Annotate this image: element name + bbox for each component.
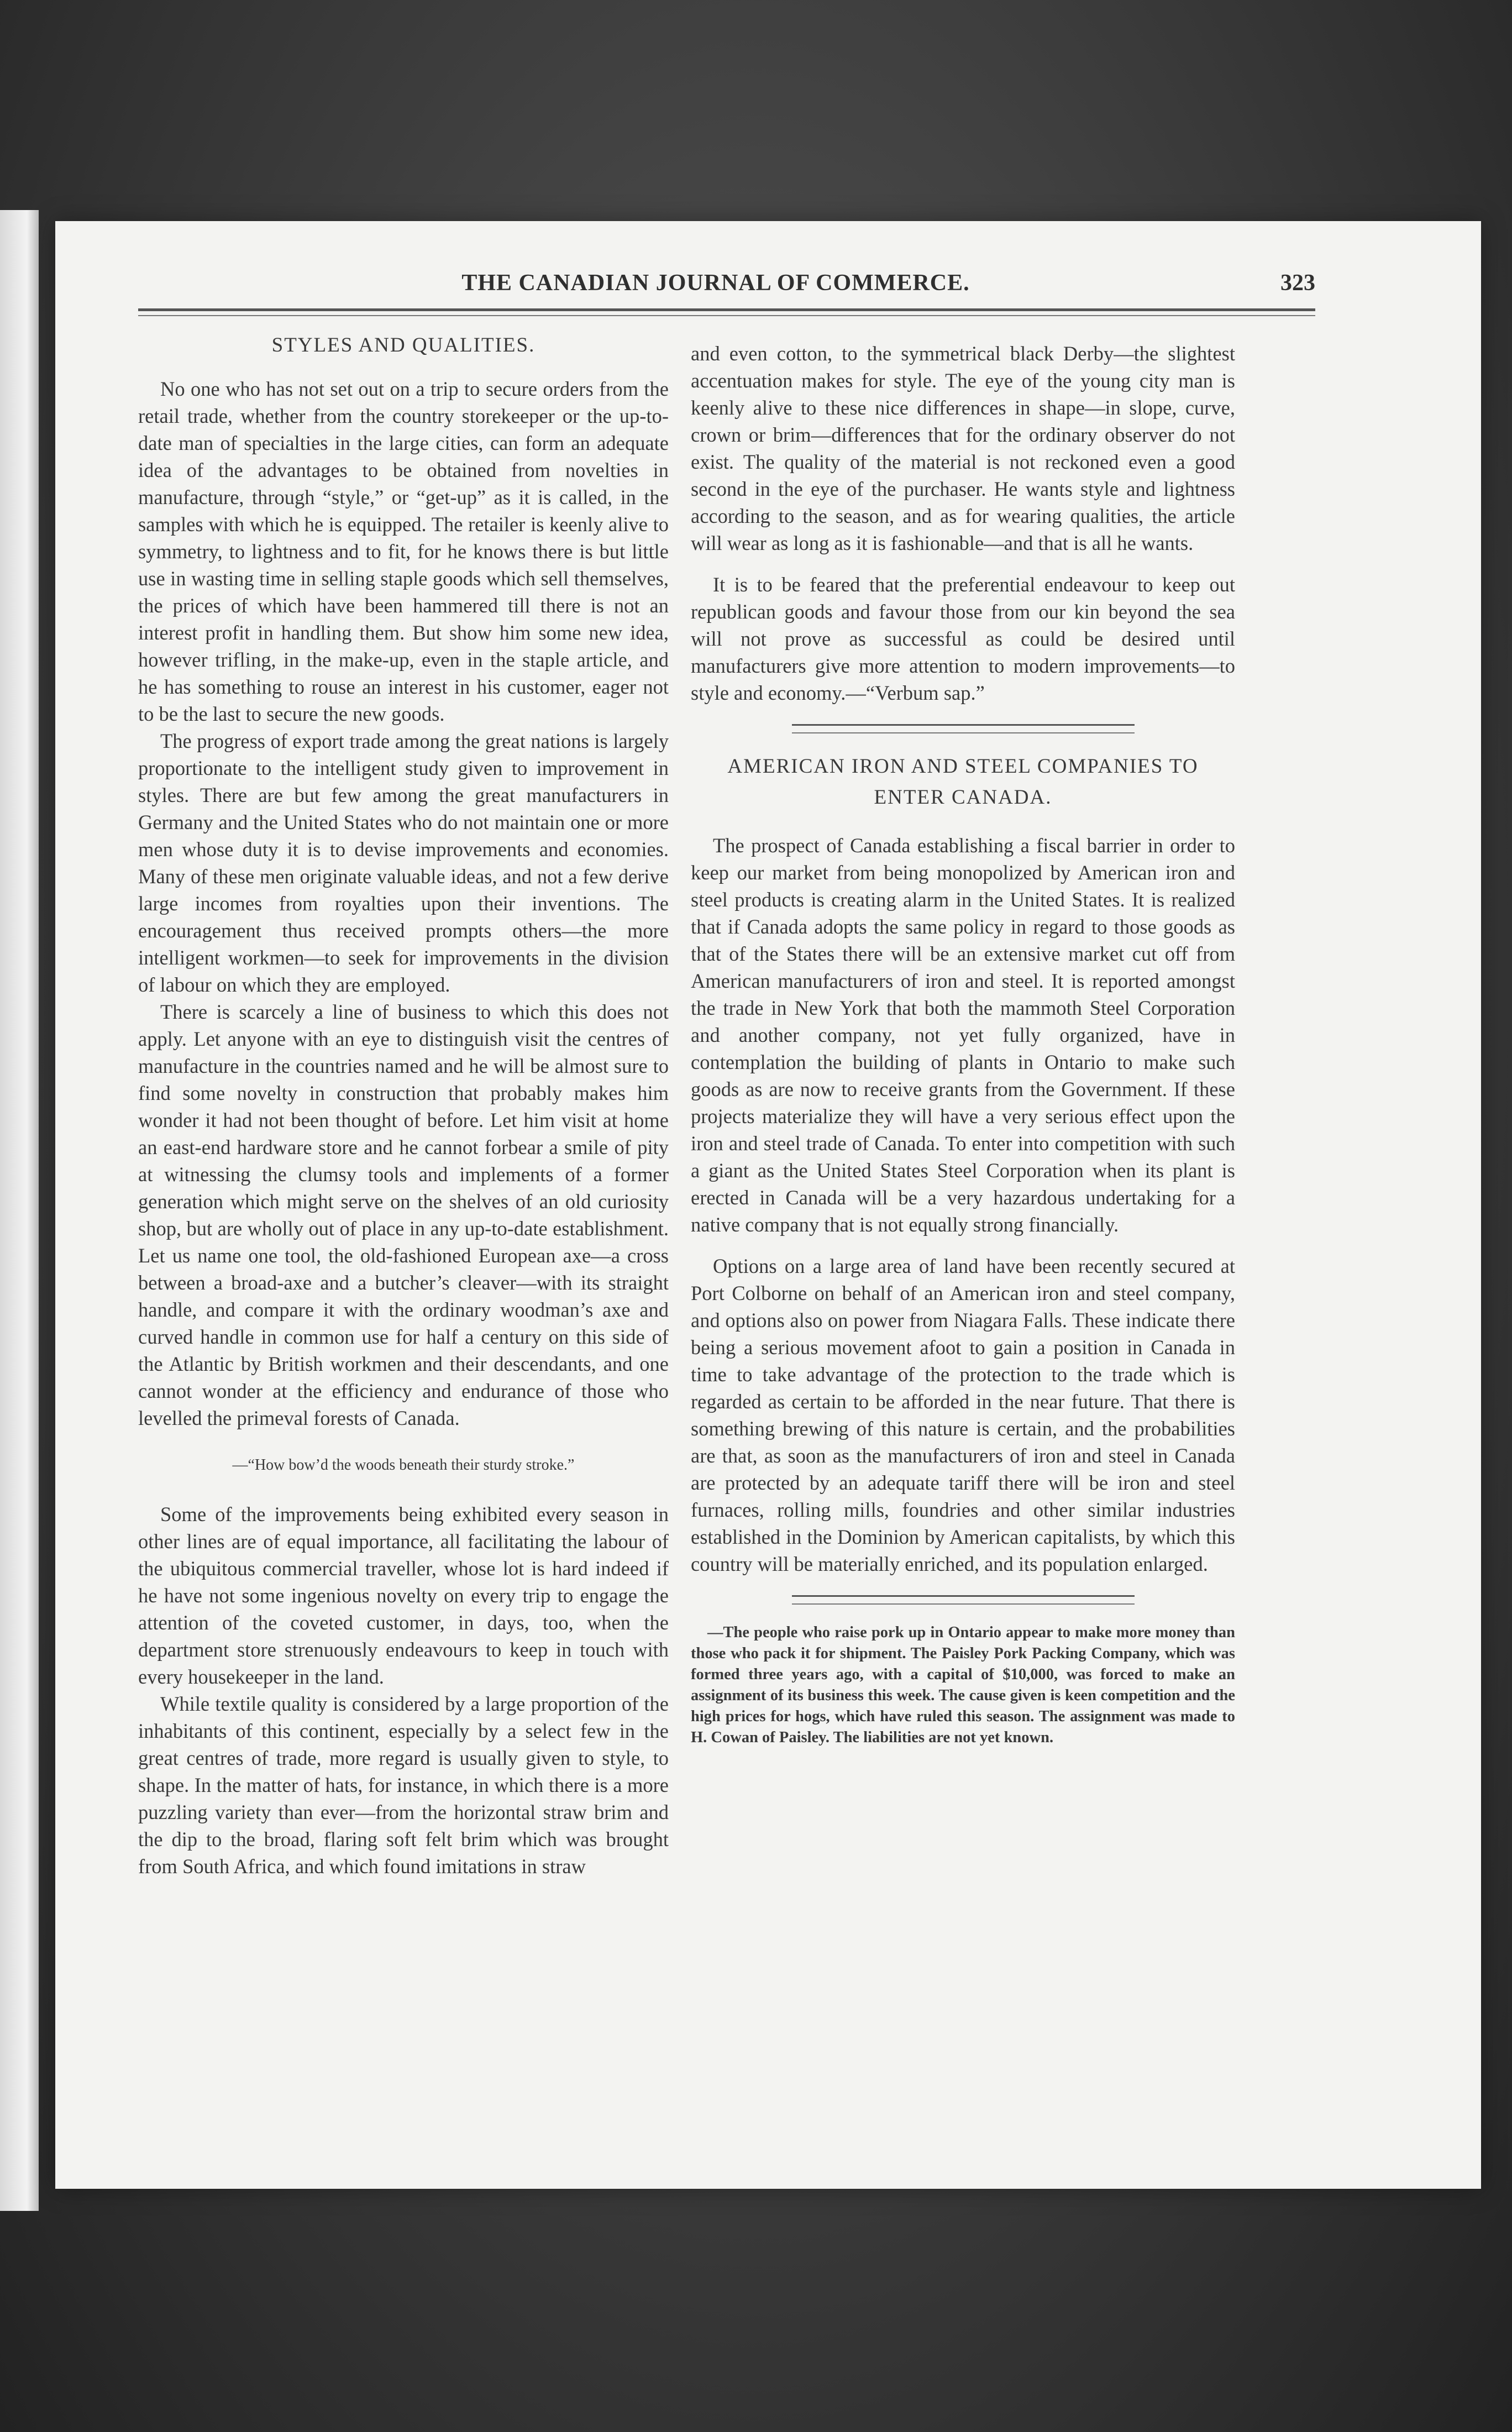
- article-paragraph: Some of the improvements being exhibited every season in other lines are of equal importance, all facilitating the labour of the ubiquitous commercial traveller, whose lot is hard indeed if he have not some ingenious novelty on every trip to engage the attention of the coveted customer, in days, too, when the department store strenuously endeavours to keep in touch with every housekeeper in the land.: [138, 1503, 669, 1688]
- article-paragraph: There is scarcely a line of business to which this does not apply. Let anyone with an eye to distinguish visit the centres of manufacture in the countries named and he will be almost sure to find some novelty in construction that probably makes him wonder it had not been thought of before. Let him visit at home an east-end hardware store and he cannot forbear a smile of pity at witnessing the clumsy tools and implements of a former generation which might serve on the shelves of an old curiosity shop, but are wholly out of place in any up-to-date establishment. Let us name one tool, the old-fashioned European axe—a cross between a broad-axe and a butcher’s cleaver—with its straight handle, and compare it with the ordinary woodman’s axe and curved handle in common use for half a century on this side of the Atlantic by British workmen and their descendants, and one cannot wonder at the efficiency and endurance of those who levelled the primeval forests of Canada.: [138, 1000, 669, 1429]
- article-paragraph: The prospect of Canada establishing a fiscal barrier in order to keep our market from being monopolized by American iron and steel products is creating alarm in the United States. It is realized that if Canada adopts the same policy in regard to those goods as that of the States there will be an extensive market cut off from American manufacturers of iron and steel. It is reported amongst the trade in New York that both the mammoth Steel Corporation and another company, not yet fully organized, have in contemplation the building of plants in Ontario to make such goods as are now to receive grants from the Government. If these projects materialize they will have a very serious effect upon the iron and steel trade of Canada. To enter into competition with such a giant as the United States Steel Corporation when its plant is erected in Canada will be a very hazardous undertaking for a native company that is not equally strong financially.: [691, 834, 1235, 1236]
- left-page-edge: [0, 210, 39, 2211]
- header-rule: [138, 308, 1315, 311]
- article-paragraph: Options on a large area of land have been recently secured at Port Colborne on behalf of an American iron and steel company, and options also on power from Niagara Falls. These indicate there being a serious movement afoot to gain a position in Canada in time to take advantage of the protection to the trade which is regarded as certain to be afforded in the near future. That there is something brewing of this nature is certain, and the probabilities are that, as soon as the manufacturers of iron and steel in Canada are protected by an adequate tariff there will be iron and steel furnaces, rolling mills, foundries and other similar industries established in the Dominion by American capitalists, by which this country will be materially enriched, and its population enlarged.: [691, 1255, 1235, 1575]
- article-paragraph: The progress of export trade among the great nations is largely proportionate to the intelligent study given to improvement in styles. There are but few among the great manufacturers in Germany and the United States who do not maintain one or more men whose duty it is to devise improvements and economies. Many of these men originate valuable ideas, and not a few derive large incomes from royalties upon their inventions. The encouragement thus received prompts others—the more intelligent workmen—to seek for improvements in the division of labour on which they are employed.: [138, 730, 669, 996]
- paragraph-gap: [691, 1238, 1235, 1252]
- running-head: [138, 270, 1315, 303]
- quotation-line: —“How bow’d the woods beneath their sturdy stroke.”: [232, 1456, 575, 1474]
- article-headline-iron-steel: AMERICAN IRON AND STEEL COMPANIES TO ENTER CANADA.: [727, 755, 1199, 809]
- article-paragraph: It is to be feared that the preferential endeavour to keep out republican goods and favour those from our kin beyond the sea will not prove as successful as could be desired until manufacturers give more attention to modern improvements—to style and economy.—“Verbum sap.”: [691, 573, 1235, 704]
- section-divider: [792, 724, 1135, 733]
- paragraph-gap: [691, 557, 1235, 571]
- article-paragraph: No one who has not set out on a trip to secure orders from the retail trade, whether from the country storekeeper or the up-to-date man of specialties in the large cities, can form an adequate idea of the advantages to be obtained from novelties in manufacture, through “style,” or “get-up” as it is called, in the samples with which he is equipped. The retailer is keenly alive to symmetry, to lightness and to fit, for he knows there is but little use in wasting time in selling staple goods which sell themselves, the prices of which have been hammered till there is not an interest profit in handling them. But show him some new idea, however trifling, in the make-up, even in the staple article, and he has something to rouse an interest in his customer, eager not to be the last to secure the new goods.: [138, 378, 669, 725]
- continued-paragraph: and even cotton, to the symmetrical black Derby—the slightest accentuation makes for style. The eye of the young city man is keenly alive to these nice differences in shape—in slope, curve, crown or brim—differences that for the ordinary observer do not exist. The quality of the material is not reckoned even a good second in the eye of the purchaser. He wants style and lightness according to the season, and as for wearing qualities, the article will wear as long as it is fashionable—and that is all he wants.: [691, 342, 1235, 554]
- right-column: [691, 340, 1235, 1748]
- left-column: [138, 332, 669, 1880]
- section-divider: [792, 1595, 1135, 1605]
- page-number: 323: [1280, 270, 1315, 296]
- header-rule-thin: [138, 315, 1315, 316]
- article-paragraph: While textile quality is considered by a large proportion of the inhabitants of this continent, especially by a select few in the great centres of trade, more regard is usually given to style, to shape. In the matter of hats, for instance, in which there is a more puzzling variety than ever—from the horizontal straw brim and the dip to the broad, flaring soft felt brim which was brought from South Africa, and which found imitations in straw: [138, 1692, 669, 1878]
- journal-title: THE CANADIAN JOURNAL OF COMMERCE.: [461, 270, 970, 296]
- journal-page: [55, 221, 1481, 2189]
- article-headline-styles: STYLES AND QUALITIES.: [271, 334, 536, 357]
- news-item-paisley-pork: —The people who raise pork up in Ontario appear to make more money than those who pack it for shipment. The Paisley Pork Packing Company, which was formed three years ago, with a capital of $10,000, was forced to make an assignment of its business this week. The cause given is keen competition and the high prices for hogs, which have ruled this season. The assignment was made to H. Cowan of Paisley. The liabilities are not yet known.: [691, 1624, 1235, 1746]
